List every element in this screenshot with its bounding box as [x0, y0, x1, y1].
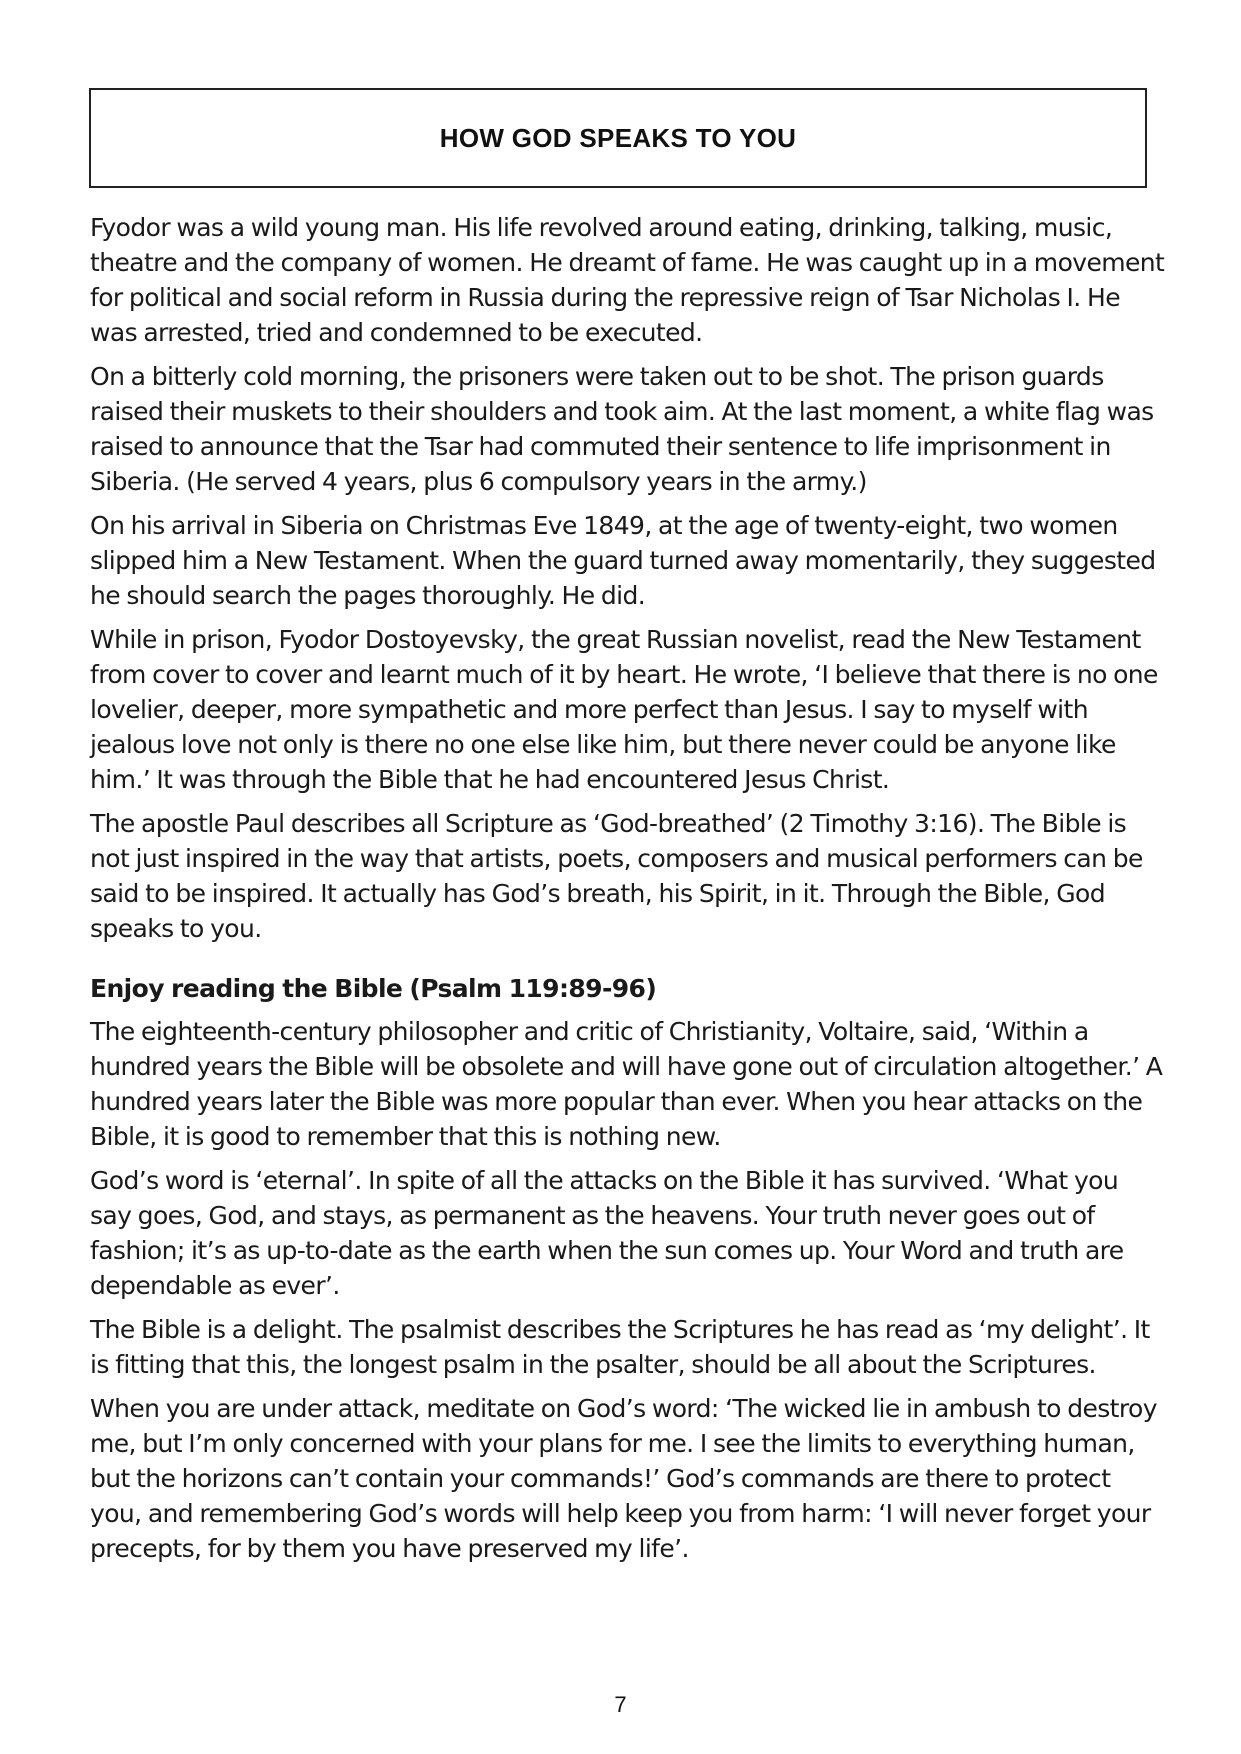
section-paragraph: God’s word is ‘eternal’. In spite of all the attacks on the Bible it has survived. ‘What you say goes, God, and stays, as permanent as the heavens. Your truth never goes out of fashion; it’s as up-to-date as the earth when the sun comes up. Your Word and truth are dependable as ever’. [90, 1166, 1124, 1300]
body-paragraph: Fyodor was a wild young man. His life revolved around eating, drinking, talking, music, theatre and the company of women. He dreamt of fame. He was caught up in a movement for political and social reform in Russia during the repressive reign of Tsar Nicholas I. He was arrested, tried and condemned to be executed. [90, 213, 1165, 347]
body-paragraph: On a bitterly cold morning, the prisoners were taken out to be shot. The prison guards raised their muskets to their shoulders and took aim. At the last moment, a white flag was raised to announce that the Tsar had commuted their sentence to life imprisonment in Siberia. (He served 4 years, plus 6 compulsory years in the army.) [90, 362, 1154, 496]
page-title: HOW GOD SPEAKS TO YOU [439, 122, 797, 153]
body-paragraph: While in prison, Fyodor Dostoyevsky, the great Russian novelist, read the New Testament from cover to cover and learnt much of it by heart. He wrote, ‘I believe that there is no one lovelier, deeper, more sympathetic and more perfect than Jesus. I say to myself with jealous love not only is there no one else like him, but there never could be anyone like him.’ It was through the Bible that he had encountered Jesus Christ. [90, 625, 1158, 794]
body-paragraph: The apostle Paul describes all Scripture as ‘God-breathed’ (2 Timothy 3:16). The Bible is not just inspired in the way that artists, poets, composers and musical performers can be said to be inspired. It actually has God’s breath, his Spirit, in it. Through the Bible, God speaks to you. [90, 809, 1143, 943]
page-number: 7 [614, 1692, 627, 1717]
section-heading: Enjoy reading the Bible (Psalm 119:89-96) [90, 974, 657, 1003]
section-paragraph: The eighteenth-century philosopher and critic of Christianity, Voltaire, said, ‘Within a hundred years the Bible will be obsolete and will have gone out of circulation altogether.’ A hundred years later the Bible was more popular than ever. When you hear attacks on the Bible, it is good to remember that this is nothing new. [90, 1017, 1163, 1151]
section-paragraph: When you are under attack, meditate on God’s word: ‘The wicked lie in ambush to destroy me, but I’m only concerned with your plans for me. I see the limits to everything human, but the horizons can’t contain your commands!’ God’s commands are there to protect you, and remembering God’s words will help keep you from harm: ‘I will never forget your precepts, for by them you have preserved my life’. [90, 1394, 1157, 1563]
page-title-box [89, 88, 1147, 188]
section-paragraph: The Bible is a delight. The psalmist describes the Scriptures he has read as ‘my delight’. It is fitting that this, the longest psalm in the psalter, should be all about the Scriptures. [90, 1315, 1150, 1379]
body-paragraph: On his arrival in Siberia on Christmas Eve 1849, at the age of twenty-eight, two women slipped him a New Testament. When the guard turned away momentarily, they suggested he should search the pages thoroughly. He did. [90, 511, 1156, 610]
page-body [90, 210, 1165, 1575]
